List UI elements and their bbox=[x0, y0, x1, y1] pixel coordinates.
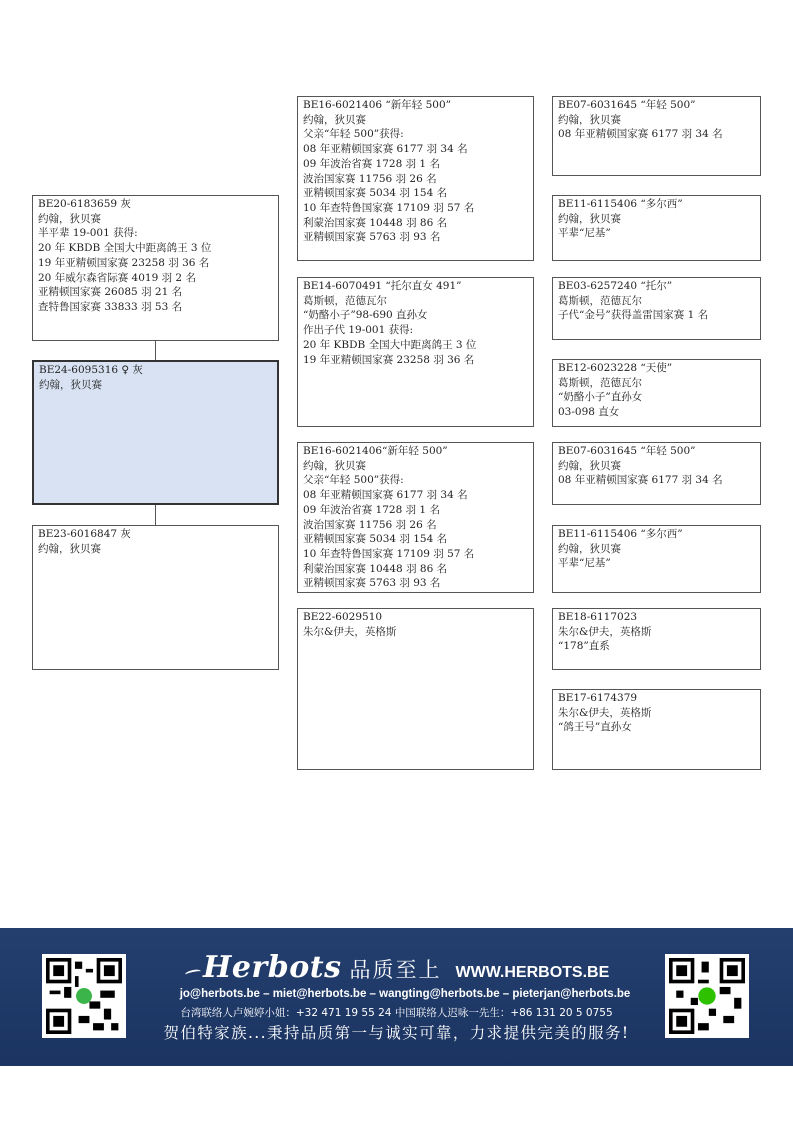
pigeon-ring-number: BE11-6115406 “多尔西” bbox=[558, 528, 683, 540]
connector-subject-dam bbox=[155, 505, 156, 525]
pedigree-text-line: 父亲“年轻 500”获得: bbox=[303, 128, 404, 141]
herbots-logo: Herbots bbox=[203, 950, 342, 985]
pedigree-text-line: 葛斯顿，范德瓦尔 bbox=[303, 294, 387, 307]
pigeon-ring-number: BE03-6257240 “托尔” bbox=[558, 280, 673, 292]
pedigree-text-line: 波治国家赛 11756 羽 26 名 bbox=[303, 172, 437, 185]
pedigree-text-line: 约翰，狄贝赛 bbox=[558, 459, 621, 472]
sire-sire-dam-card bbox=[552, 195, 761, 261]
pedigree-text-line: 20 年威尔森省际赛 4019 羽 2 名 bbox=[38, 271, 196, 284]
subject-card bbox=[32, 360, 279, 505]
email-list[interactable]: jo@herbots.be – miet@herbots.be – wangting@herbots.be – pieterjan@herbots.be bbox=[179, 988, 631, 1000]
pedigree-text-line: 亚精顿国家赛 5763 羽 93 名 bbox=[303, 231, 441, 244]
pedigree-text-line: 葛斯顿，范德瓦尔 bbox=[558, 376, 642, 389]
family-motto: 贺伯特家族...秉持品质第一与诚实可靠，力求提供完美的服务! bbox=[163, 1024, 630, 1042]
pedigree-text-line: “奶酪小子”98-690 直孙女 bbox=[303, 309, 428, 322]
dam-sire-dam-card bbox=[552, 525, 761, 593]
pedigree-text-line: 19 年亚精顿国家赛 23258 羽 36 名 bbox=[38, 256, 210, 269]
qr-code-icon bbox=[669, 958, 745, 1034]
pedigree-text-line: 约翰，狄贝赛 bbox=[38, 542, 101, 555]
pedigree-text-line: 父亲“年轻 500”获得: bbox=[303, 474, 404, 487]
pedigree-text-line: 朱尔&伊夫，英格斯 bbox=[558, 625, 652, 638]
pedigree-text-line: 作出子代 19-001 获得: bbox=[303, 324, 414, 337]
brand-slogan: 品质至上 bbox=[349, 958, 442, 982]
contact-phones: 台湾联络人卢婉婷小姐：+32 471 19 55 24 中国联络人迟咏一先生：+86 131 20 5 0755 bbox=[180, 1007, 613, 1019]
pedigree-text-line: 亚精顿国家赛 5034 羽 154 名 bbox=[303, 533, 448, 546]
pedigree-text-line: 朱尔&伊夫，英格斯 bbox=[558, 706, 652, 719]
pedigree-text-line: 葛斯顿，范德瓦尔 bbox=[558, 294, 642, 307]
pedigree-text-line: 10 年查特鲁国家赛 17109 羽 57 名 bbox=[303, 201, 475, 214]
pedigree-text-line: 10 年查特鲁国家赛 17109 羽 57 名 bbox=[303, 547, 475, 560]
pedigree-text-line: 约翰，狄贝赛 bbox=[558, 113, 621, 126]
sire-card bbox=[32, 195, 279, 341]
pigeon-ring-number: BE16-6021406 “新年轻 500” bbox=[303, 99, 452, 111]
pigeon-ring-number: BE12-6023228 “天使” bbox=[558, 362, 673, 374]
dam-sire-card bbox=[297, 442, 534, 593]
pedigree-text-line: 20 年 KBDB 全国大中距离鸽王 3 位 bbox=[38, 242, 212, 255]
pedigree-text-line: 19 年亚精顿国家赛 23258 羽 36 名 bbox=[303, 353, 475, 366]
sire-dam-card bbox=[297, 277, 534, 427]
pedigree-text-line: 亚精顿国家赛 26085 羽 21 名 bbox=[38, 286, 183, 299]
pigeon-ring-number: BE07-6031645 “年轻 500” bbox=[558, 99, 696, 111]
pigeon-ring-number: BE07-6031645 “年轻 500” bbox=[558, 445, 696, 457]
brand-header bbox=[185, 950, 625, 984]
dam-dam-sire-card bbox=[552, 608, 761, 670]
pedigree-text-line: 查特鲁国家赛 33833 羽 53 名 bbox=[38, 300, 183, 313]
pedigree-text-line: 09 年波治省赛 1728 羽 1 名 bbox=[303, 157, 440, 170]
pedigree-text-line: 20 年 KBDB 全国大中距离鸽王 3 位 bbox=[303, 338, 477, 351]
pigeon-ring-number: BE14-6070491 “托尔直女 491” bbox=[303, 280, 462, 292]
sire-dam-dam-card bbox=[552, 359, 761, 427]
dam-card bbox=[32, 525, 279, 670]
pedigree-text-line: 09 年波治省赛 1728 羽 1 名 bbox=[303, 503, 440, 516]
pedigree-text-line: 半平辈 19-001 获得: bbox=[38, 227, 138, 240]
pedigree-text-line: “鸽王号”直孙女 bbox=[558, 721, 632, 734]
pigeon-ring-number: BE11-6115406 “多尔西” bbox=[558, 198, 683, 210]
pedigree-text-line: 08 年亚精顿国家赛 6177 羽 34 名 bbox=[558, 128, 723, 141]
pedigree-text-line: 约翰，狄贝赛 bbox=[303, 459, 366, 472]
pedigree-text-line: 亚精顿国家赛 5763 羽 93 名 bbox=[303, 577, 441, 590]
dam-sire-sire-card bbox=[552, 442, 761, 505]
pigeon-ring-number: BE24-6095316 ♀ 灰 bbox=[39, 364, 143, 376]
pedigree-text-line: 子代“金号”获得盖雷国家赛 1 名 bbox=[558, 309, 709, 322]
swoosh-icon bbox=[185, 968, 202, 977]
qr-code-icon bbox=[46, 958, 122, 1034]
pigeon-ring-number: BE16-6021406“新年轻 500” bbox=[303, 445, 448, 457]
dam-dam-card bbox=[297, 608, 534, 770]
contact-footer bbox=[0, 928, 793, 1066]
pedigree-text-line: 08 年亚精顿国家赛 6177 羽 34 名 bbox=[558, 474, 723, 487]
connector-sire-subject bbox=[155, 341, 156, 360]
pedigree-text-line: “奶酪小子”直孙女 bbox=[558, 391, 643, 404]
pedigree-text-line: 平辈“尼基” bbox=[558, 227, 611, 240]
pedigree-text-line: 波治国家赛 11756 羽 26 名 bbox=[303, 518, 437, 531]
pigeon-ring-number: BE23-6016847 灰 bbox=[38, 528, 131, 540]
qr-code-left[interactable] bbox=[42, 954, 126, 1038]
dam-dam-dam-card bbox=[552, 689, 761, 770]
website-link[interactable]: WWW.HERBOTS.BE bbox=[455, 964, 610, 981]
pedigree-text-line: 利蒙治国家赛 10448 羽 86 名 bbox=[303, 216, 448, 229]
sire-sire-sire-card bbox=[552, 96, 761, 176]
pigeon-ring-number: BE18-6117023 bbox=[558, 611, 638, 623]
pigeon-ring-number: BE17-6174379 bbox=[558, 692, 638, 704]
pedigree-text-line: 约翰，狄贝赛 bbox=[303, 113, 366, 126]
pedigree-text-line: 朱尔&伊夫，英格斯 bbox=[303, 625, 397, 638]
pedigree-text-line: 约翰，狄贝赛 bbox=[39, 378, 102, 391]
pedigree-text-line: 约翰，狄贝赛 bbox=[558, 542, 621, 555]
pedigree-text-line: 约翰，狄贝赛 bbox=[558, 212, 621, 225]
pedigree-text-line: 08 年亚精顿国家赛 6177 羽 34 名 bbox=[303, 143, 468, 156]
pedigree-text-line: “178”直系 bbox=[558, 640, 610, 653]
sire-dam-sire-card bbox=[552, 277, 761, 340]
pedigree-text-line: 约翰，狄贝赛 bbox=[38, 212, 101, 225]
pedigree-text-line: 03-098 直女 bbox=[558, 406, 620, 419]
pedigree-text-line: 亚精顿国家赛 5034 羽 154 名 bbox=[303, 187, 448, 200]
pedigree-text-line: 平辈“尼基” bbox=[558, 557, 611, 570]
pedigree-text-line: 利蒙治国家赛 10448 羽 86 名 bbox=[303, 562, 448, 575]
sire-sire-card bbox=[297, 96, 534, 261]
pedigree-text-line: 08 年亚精顿国家赛 6177 羽 34 名 bbox=[303, 489, 468, 502]
pigeon-ring-number: BE20-6183659 灰 bbox=[38, 198, 131, 210]
pigeon-ring-number: BE22-6029510 bbox=[303, 611, 383, 623]
qr-code-right[interactable] bbox=[665, 954, 749, 1038]
